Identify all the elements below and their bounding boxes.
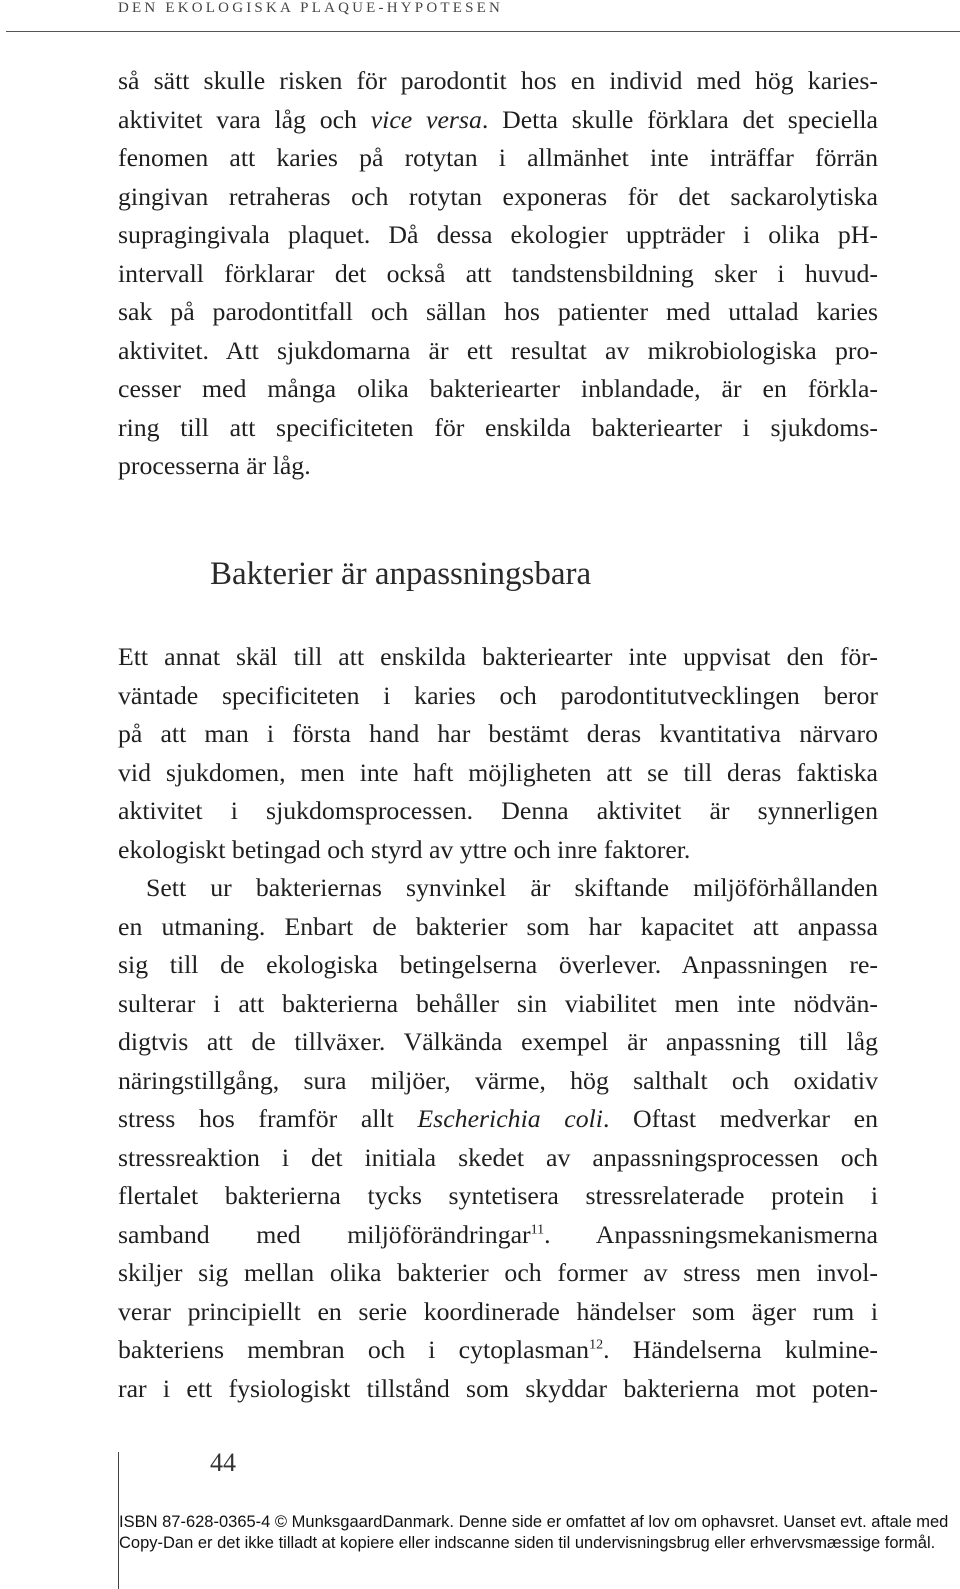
text-run: . Anpassningsmekanismerna xyxy=(544,1219,878,1249)
copyright-notice xyxy=(119,1512,960,1554)
text-line: aktivitet i sjukdomsprocessen. Denna aktivitet är synnerligen xyxy=(118,796,878,825)
text-run: stress hos framför allt xyxy=(118,1104,418,1133)
text-line: fenomen att karies på rotytan i allmänhet inte inträffar förrän xyxy=(118,143,878,172)
text-line: gingivan retraheras och rotytan exponeras för det sackarolytiska xyxy=(118,181,878,211)
text-line: stressreaktion i det initiala skedet av anpassningsprocessen och xyxy=(118,1142,878,1172)
text-line xyxy=(118,101,878,140)
text-line: vid sjukdomen, men inte haft möjligheten att se till deras faktiska xyxy=(118,757,878,787)
text-line: flertalet bakterierna tycks syntetisera stressrelaterade protein i xyxy=(118,1181,878,1210)
text-line: så sätt skulle risken för parodontit hos en individ med hög karies- xyxy=(118,66,878,95)
text-run: aktivitet vara låg och xyxy=(118,104,371,134)
paragraph xyxy=(118,869,878,1408)
copyright-line: Copy-Dan er det ikke tilladt at kopiere eller indscanne siden til undervisningsbrug eller erhvervsmæssige formål. xyxy=(119,1534,936,1552)
text-line: processerna är låg. xyxy=(118,451,311,480)
page-number: 44 xyxy=(210,1448,236,1477)
text-run: samband med miljöförändringar xyxy=(118,1219,531,1249)
italic-term: vice versa xyxy=(370,104,482,134)
text-line: sig till de ekologiska betingelserna överlever. Anpassningen re- xyxy=(118,950,878,979)
text-line: ekologiskt betingad och styrd av yttre och inre faktorer. xyxy=(118,834,691,864)
text-line: intervall förklarar det också att tandstensbildning sker i huvud- xyxy=(118,258,878,288)
text-line: sak på parodontitfall och sällan hos patienter med uttalad karies xyxy=(118,297,878,326)
paragraph-continuation xyxy=(118,62,878,486)
text-line xyxy=(118,1216,878,1255)
text-line: Ett annat skäl till att enskilda bakteriearter inte uppvisat den för- xyxy=(118,642,878,671)
text-line: digtvis att de tillväxer. Välkända exempel är anpassning till låg xyxy=(118,1027,878,1056)
text-run: . Detta skulle förklara det speciella xyxy=(481,104,878,134)
text-line: cesser med många olika bakteriearter inblandade, är en förkla- xyxy=(118,374,878,403)
reference-marker: 11 xyxy=(530,1221,545,1237)
text-line xyxy=(118,1331,878,1370)
reference-marker: 12 xyxy=(589,1337,604,1353)
running-header: DEN EKOLOGISKA PLAQUE-HYPOTESEN xyxy=(118,0,504,16)
species-name: Escherichia coli xyxy=(417,1104,603,1133)
text-line: ring till att specificiteten för enskilda bakteriearter i sjukdoms- xyxy=(118,412,878,442)
text-line: skiljer sig mellan olika bakterier och former av stress men invol- xyxy=(118,1258,878,1287)
text-run: . Händelserna kulmine- xyxy=(603,1335,879,1364)
body-section-2 xyxy=(118,638,878,1408)
text-line: Sett ur bakteriernas synvinkel är skiftande miljöförhållanden xyxy=(146,873,878,902)
header-rule xyxy=(6,31,960,32)
text-run: . Oftast medverkar en xyxy=(602,1104,878,1133)
paragraph xyxy=(118,638,878,869)
text-line: supragingivala plaquet. Då dessa ekologier uppträder i olika pH- xyxy=(118,220,878,249)
text-line: på att man i första hand har bestämt deras kvantitativa närvaro xyxy=(118,719,878,748)
text-line: näringstillgång, sura miljöer, värme, hög salthalt och oxidativ xyxy=(118,1065,878,1095)
text-line xyxy=(118,1100,878,1139)
text-line: sulterar i att bakterierna behåller sin viabilitet men inte nödvän- xyxy=(118,988,878,1018)
text-line: rar i ett fysiologiskt tillstånd som skyddar bakterierna mot poten- xyxy=(118,1373,878,1403)
text-line: verar principiellt en serie koordinerade händelser som äger rum i xyxy=(118,1296,878,1326)
text-line: väntade specificiteten i karies och parodontitutvecklingen beror xyxy=(118,680,878,710)
text-line: aktivitet. Att sjukdomarna är ett resultat av mikrobiologiska pro- xyxy=(118,335,878,365)
text-line: en utmaning. Enbart de bakterier som har kapacitet att anpassa xyxy=(118,911,878,941)
copyright-line: ISBN 87-628-0365-4 © MunksgaardDanmark. Denne side er omfattet af lov om ophavsret. Uanset evt. aftale med xyxy=(119,1513,949,1531)
text-run: bakteriens membran och i cytoplasman xyxy=(118,1335,590,1364)
body-section-1 xyxy=(118,62,878,486)
section-heading: Bakterier är anpassningsbara xyxy=(210,556,592,592)
